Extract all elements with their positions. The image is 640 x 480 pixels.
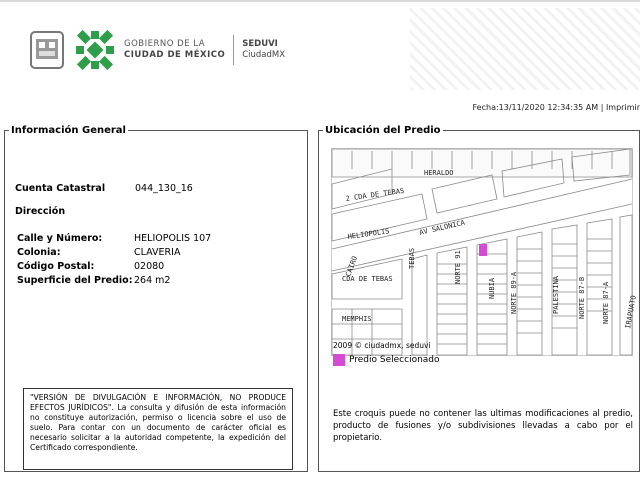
superficie-label: Superficie del Predio: xyxy=(17,275,133,286)
street-label: NORTE 89-A xyxy=(510,271,518,314)
map-credit: 2009 © ciudadmx, seduvi xyxy=(333,341,431,350)
gov-line-1: GOBIERNO DE LA xyxy=(124,39,206,49)
government-name xyxy=(124,39,225,61)
street-label: CAIRO xyxy=(344,255,360,278)
government-logo xyxy=(30,30,285,70)
seduvi-subtitle: CiudadMX xyxy=(242,50,286,60)
calle-value: HELIOPOLIS 107 xyxy=(134,233,212,244)
street-label: HELIOPOLIS xyxy=(347,227,391,241)
seduvi-title: SEDUVI xyxy=(242,39,278,49)
cuenta-catastral-value: 044_130_16 xyxy=(135,183,193,194)
street-label: NORTE 87-B xyxy=(578,276,586,319)
selected-lot-swatch xyxy=(333,354,345,366)
national-seal-icon xyxy=(30,31,64,69)
cdmx-logo-icon xyxy=(74,29,116,71)
cuenta-catastral-label: Cuenta Catastral xyxy=(15,183,106,194)
codigo-postal-value: 02080 xyxy=(134,261,165,272)
street-label: 2 CDA DE TEBAS xyxy=(345,186,405,203)
street-label: IRAPUATO xyxy=(624,294,638,330)
street-label: TEBAS xyxy=(408,247,416,269)
map-note: Este croquis puede no contener las ultimas modificaciones al predio, producto de fusiones y/o subdivisiones llevadas a cabo por el propietario. xyxy=(333,409,633,443)
street-label: PALESTINA xyxy=(552,276,560,314)
selected-lot-legend: Predio Seleccionado xyxy=(349,355,440,365)
direccion-label: Dirección xyxy=(15,206,66,217)
legal-disclaimer: "VERSIÓN DE DIVULGACIÓN E INFORMACIÓN, NO PRODUCE EFECTOS JURÍDICOS". La consulta y difusión de esta información no constituye autorización, permiso o licencia sobre el uso de suelo. Para contar con un documento de carácter oficial es necesario solicitar a la autoridad competente, la expedición del Certificado correspondiente. xyxy=(23,388,293,470)
street-label: NORTE 91 xyxy=(454,250,462,284)
top-border xyxy=(0,0,640,2)
seduvi-brand xyxy=(242,39,285,61)
general-info-title: Información General xyxy=(11,125,126,136)
street-label: MEMPHIS xyxy=(342,315,372,323)
street-label: AV SALONICA xyxy=(418,218,466,237)
colonia-value: CLAVERIA xyxy=(134,247,181,258)
street-label: NORTE 87-A xyxy=(602,281,610,324)
selected-lot[interactable] xyxy=(479,244,487,256)
gov-line-2: CIUDAD DE MÉXICO xyxy=(124,50,226,60)
property-map[interactable] xyxy=(331,148,638,356)
street-label: CDA DE TEBAS xyxy=(342,275,393,283)
calle-label: Calle y Número: xyxy=(17,233,103,244)
location-panel xyxy=(318,125,640,472)
codigo-postal-label: Código Postal: xyxy=(17,261,95,272)
header-decorative-pattern xyxy=(410,8,640,90)
logo-divider xyxy=(233,35,234,65)
street-label: NUBIA xyxy=(488,277,496,299)
print-date-link[interactable]: Fecha:13/11/2020 12:34:35 AM | Imprimir xyxy=(472,103,640,112)
general-info-panel xyxy=(4,125,308,472)
street-label: HERALDO xyxy=(424,169,454,177)
colonia-label: Colonia: xyxy=(17,247,61,258)
location-title: Ubicación del Predio xyxy=(325,125,441,136)
map-drawing xyxy=(332,149,638,355)
superficie-value: 264 m2 xyxy=(134,275,171,286)
